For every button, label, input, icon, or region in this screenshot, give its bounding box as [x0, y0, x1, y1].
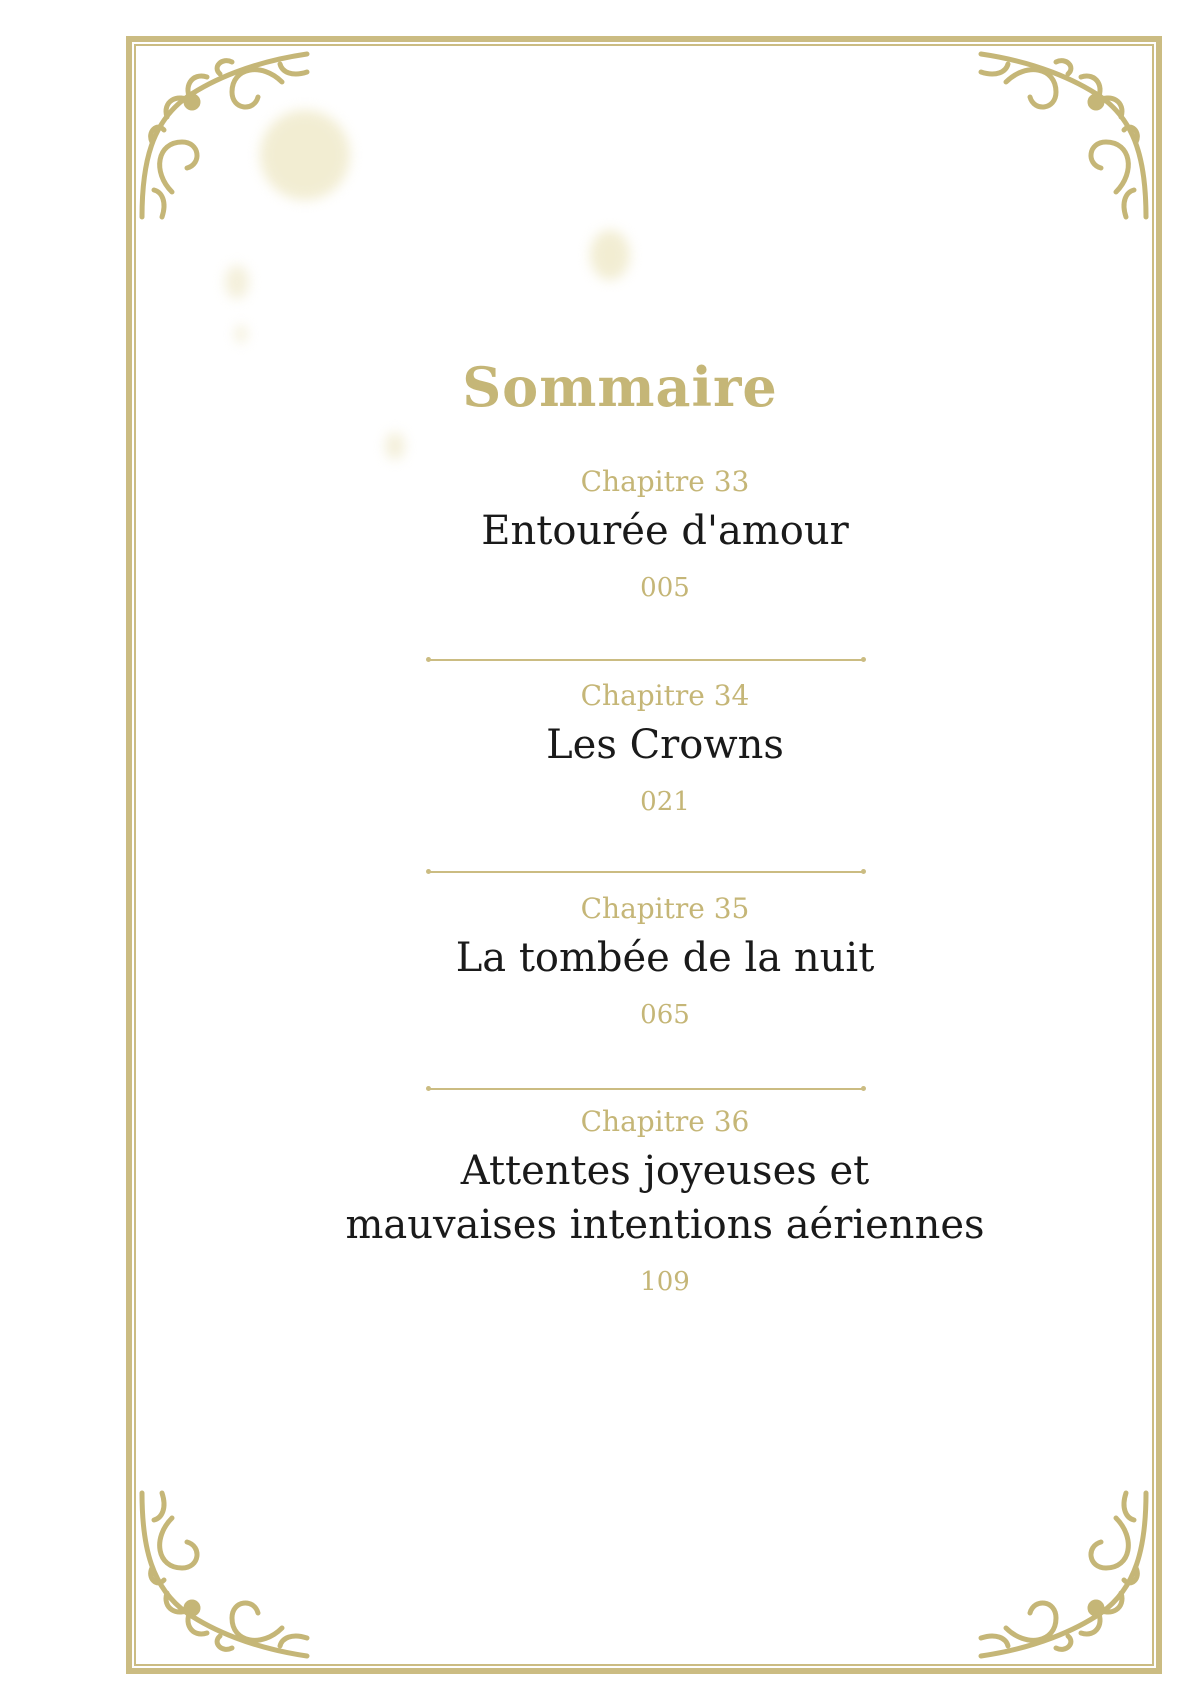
border-frame-inner	[134, 44, 1154, 1666]
chapter-name: Les Crowns	[546, 722, 784, 768]
toc-entry	[0, 1102, 1200, 1298]
chapter-page-number: 109	[640, 1267, 690, 1297]
toc-entry	[0, 889, 1200, 1031]
flourish-corner-icon	[132, 42, 312, 222]
divider-line	[428, 659, 864, 661]
chapter-label: Chapitre 34	[580, 679, 750, 712]
chapter-name: La tombée de la nuit	[455, 935, 875, 981]
chapter-page-number: 021	[640, 787, 690, 817]
divider-line	[428, 1088, 864, 1090]
chapter-label: Chapitre 35	[580, 892, 750, 925]
chapter-page-number: 065	[640, 1000, 690, 1030]
toc-entry	[0, 462, 1200, 604]
chapter-name-line-2: mauvaises intentions aériennes	[345, 1202, 985, 1248]
chapter-label: Chapitre 33	[580, 465, 750, 498]
flourish-corner-icon	[976, 42, 1156, 222]
flourish-corner-icon	[132, 1488, 312, 1668]
chapter-name: Entourée d'amour	[481, 508, 849, 554]
toc-entry	[0, 676, 1200, 818]
chapter-label: Chapitre 36	[580, 1105, 750, 1138]
divider-line	[428, 871, 864, 873]
chapter-name-line-1: Attentes joyeuses et	[460, 1148, 870, 1194]
flourish-corner-icon	[976, 1488, 1156, 1668]
toc-title: Sommaire	[462, 355, 778, 419]
chapter-page-number: 005	[640, 573, 690, 603]
